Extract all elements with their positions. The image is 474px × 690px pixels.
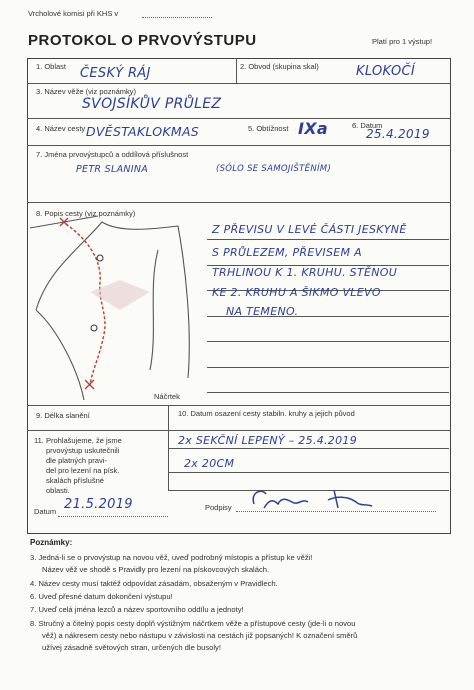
cesta-value[interactable]: DVĚSTAKLOKMAS xyxy=(86,124,200,139)
row-line-3 xyxy=(27,145,451,146)
popis-label: 8. Popis cesty (viz poznámky) xyxy=(36,209,136,218)
desc-rule-1 xyxy=(207,239,449,240)
jmena-value[interactable]: PETR SLANINA xyxy=(76,164,149,175)
datum2-line xyxy=(58,516,168,517)
oblast-label: 1. Oblast xyxy=(36,62,67,71)
note-line-5: 7. Uveď celá jména lezců a název sportovního oddílu a jednoty! xyxy=(30,605,244,614)
desc-rule-5 xyxy=(207,341,449,342)
row-line-5 xyxy=(27,405,451,406)
sketch-route-line xyxy=(66,224,105,386)
notes-title: Poznámky: xyxy=(30,538,73,547)
row-line-1 xyxy=(27,83,451,84)
committee-label: Vrcholové komisi při KHS v xyxy=(28,9,119,18)
row11-divider xyxy=(168,430,169,490)
obtiznost-label: 5. Obtížnost xyxy=(248,124,289,133)
obvod-label: 2. Obvod (skupina skal) xyxy=(240,62,319,71)
note-line-7: věž) a nákresem cesty nebo nástupu v závislosti na cestách již popsaných! K označení směrů xyxy=(42,631,358,640)
prohlaseni-line-4: del pro lezení na písk. xyxy=(46,466,120,475)
obtiznost-value[interactable]: IXa xyxy=(298,119,328,138)
datum-value[interactable]: 25.4.2019 xyxy=(366,127,430,141)
oblast-value[interactable]: ČESKÝ RÁJ xyxy=(80,66,151,81)
row9-divider xyxy=(168,405,169,430)
popis-line-1[interactable]: Z PŘEVISU V LEVÉ ČÁSTI JESKYNĚ xyxy=(212,223,407,236)
note-line-6: 8. Stručný a čitelný popis cesty doplň výstižným náčrtkem věže a přístupové cesty (jde-li o novou xyxy=(30,619,356,628)
note-line-2: Název věž ve shodě s Pravidly pro lezení na pískovcových skalách. xyxy=(42,565,270,574)
prohlaseni-line-6: oblasti. xyxy=(46,486,70,495)
obvod-value[interactable]: KLOKOČÍ xyxy=(356,64,416,79)
sketch-start-mark xyxy=(85,380,94,389)
page-title: PROTOKOL O PRVOVÝSTUPU xyxy=(28,32,257,49)
row-line-2 xyxy=(27,118,451,119)
osazeni-rule-2 xyxy=(168,472,449,473)
row-line-4 xyxy=(27,202,451,203)
datum2-value[interactable]: 21.5.2019 xyxy=(64,497,133,512)
popis-line-3[interactable]: TRHLINOU K 1. KRUHU. STĚNOU xyxy=(212,266,398,279)
prohlaseni-line-1: 11. Prohlašujeme, že jsme xyxy=(34,436,122,445)
note-line-1: 3. Jedná-li se o prvovýstup na novou věž, uveď podrobný místopis a přístup ke věži! xyxy=(30,553,313,562)
vez-label: 3. Název věže (viz poznámky) xyxy=(36,87,137,96)
note-line-4: 6. Uveď přesné datum dokončení výstupu! xyxy=(30,592,173,601)
vez-value[interactable]: SVOJSÍKŮV PRŮLEZ xyxy=(82,96,222,112)
delka-label: 9. Délka slanění xyxy=(36,411,90,420)
jmena-label: 7. Jména prvovýstupců a oddílová příslušnost xyxy=(36,150,189,159)
signature-mark[interactable] xyxy=(244,484,384,514)
prohlaseni-line-2: prvovýstup uskutečnili xyxy=(46,446,120,455)
datum2-label: Datum xyxy=(34,507,57,516)
note-line-3: 4. Název cesty musí taktéž odpovídat zásadám, obsaženým v Pravidlech. xyxy=(30,579,278,588)
prohlaseni-line-3: dle platných pravi- xyxy=(46,456,107,465)
popis-line-4[interactable]: KE 2. KRUHU A ŠIKMO VLEVO xyxy=(212,286,381,299)
route-sketch xyxy=(28,210,208,410)
datum-label: 6. Datum xyxy=(352,121,383,130)
popis-line-5[interactable]: NA TEMENO. xyxy=(226,305,299,318)
committee-line xyxy=(142,17,212,18)
club-watermark xyxy=(90,280,150,310)
prohlaseni-line-5: skalách příslušné xyxy=(46,476,104,485)
validity-note: Platí pro 1 výstup! xyxy=(372,37,433,46)
popis-line-2[interactable]: S PRŮLEZEM, PŘEVISEM A xyxy=(212,246,362,259)
osazeni-line-1[interactable]: 2x SEKČNÍ LEPENÝ – 25.4.2019 xyxy=(178,434,357,447)
osazeni-label: 10. Datum osazení cesty stabiln. kruhy a jejich původ xyxy=(178,409,355,418)
nacrtek-label: Náčrtek xyxy=(154,392,180,401)
osazeni-line-2[interactable]: 2x 20CM xyxy=(184,457,235,470)
note-line-8: užívej zásadně světových stran, určených dle busoly! xyxy=(42,643,221,652)
cesta-label: 4. Název cesty xyxy=(36,124,86,133)
sketch-rock-outline xyxy=(30,216,189,400)
desc-rule-6 xyxy=(207,367,449,368)
osazeni-rule-1 xyxy=(168,448,449,449)
row-line-6 xyxy=(27,430,451,431)
jmena-note[interactable]: (SÓLO SE SAMOJIŠTĚNÍM) xyxy=(216,164,332,174)
row1-divider xyxy=(236,58,237,83)
desc-rule-7 xyxy=(207,392,449,393)
podpisy-label: Podpisy xyxy=(205,503,232,512)
sketch-ring-2 xyxy=(91,325,97,331)
sketch-ring-1 xyxy=(97,255,103,261)
